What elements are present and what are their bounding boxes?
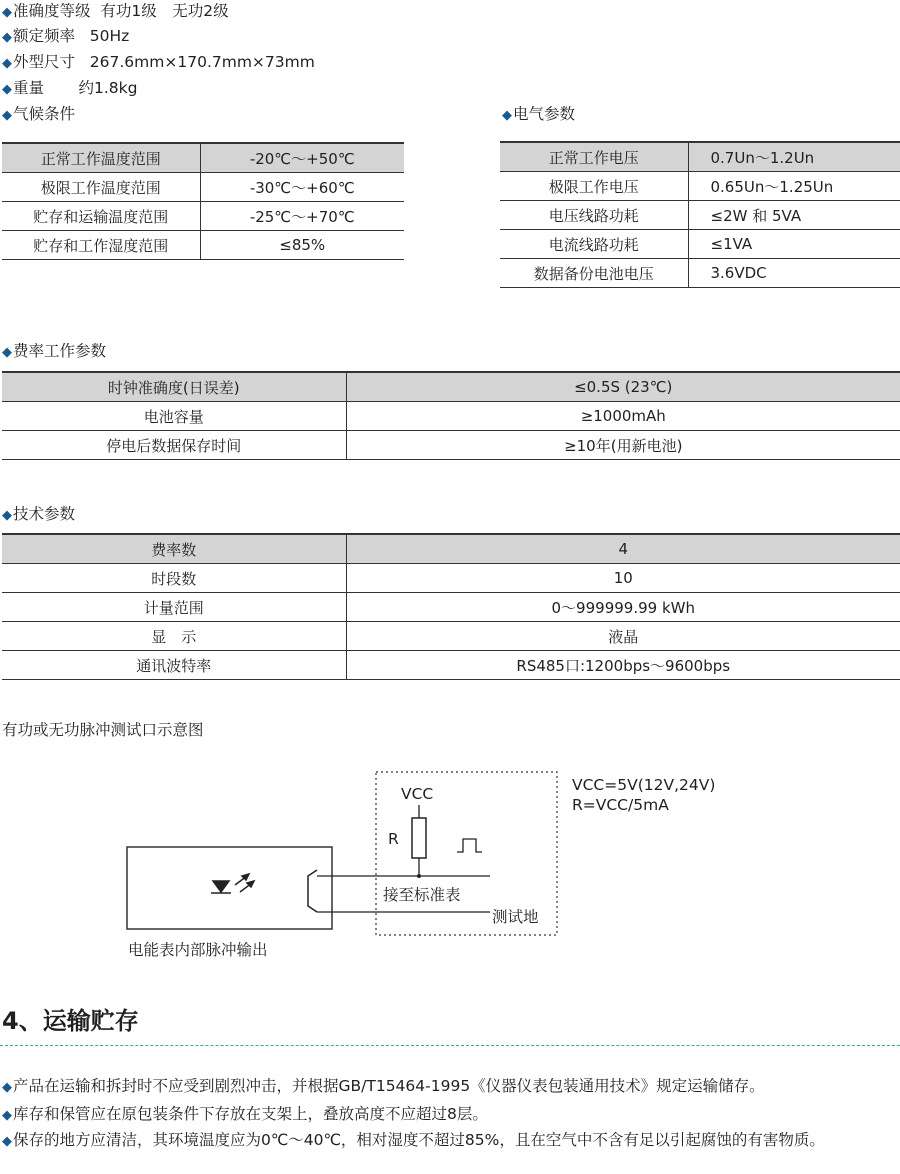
table-row [2, 593, 900, 622]
vcc-label: VCC [401, 785, 434, 803]
spec-label: 准确度等级 [13, 2, 91, 20]
spec-value: 50Hz [89, 27, 130, 45]
diamond-bullet-icon: ◆ [2, 1108, 12, 1123]
diamond-bullet-icon: ◆ [2, 5, 12, 20]
table-cell: 数据备份电池电压 [500, 259, 688, 288]
diamond-bullet-icon: ◆ [2, 56, 12, 71]
table-cell: 3.6VDC [688, 259, 900, 288]
climate-table [2, 142, 404, 260]
table-row [2, 622, 900, 651]
table-row [2, 534, 900, 564]
spec-label: 重量 [13, 79, 45, 97]
table-cell: 0.65Un～1.25Un [688, 172, 900, 201]
ground-label: 测试地 [492, 908, 539, 926]
table-cell: 0.7Un～1.2Un [688, 142, 900, 172]
table-cell: ≥10年(用新电池) [346, 431, 900, 460]
table-cell: 液晶 [346, 622, 900, 651]
vcc-note [572, 775, 715, 815]
table-cell: 正常工作温度范围 [2, 143, 200, 173]
diamond-bullet-icon: ◆ [2, 82, 12, 97]
table-row [2, 651, 900, 680]
table-row [2, 173, 404, 202]
tariff-heading [2, 340, 106, 364]
spec-weight [2, 77, 137, 101]
connect-label: 接至标准表 [383, 886, 461, 904]
table-cell: 电池容量 [2, 402, 346, 431]
list-item [2, 1075, 900, 1099]
meter-internal-box [127, 847, 332, 929]
spec-accuracy [2, 0, 229, 24]
list-item-text: 保存的地方应清洁，其环境温度应为0℃～40℃，相对湿度不超过85%，且在空气中不含有足以引起腐蚀的有害物质。 [13, 1131, 825, 1149]
diamond-bullet-icon: ◆ [2, 1080, 12, 1095]
table-cell: 贮存和运输温度范围 [2, 202, 200, 231]
table-cell: 4 [346, 534, 900, 564]
table-row [2, 202, 404, 231]
junction-dot [417, 874, 421, 878]
table-cell: 计量范围 [2, 593, 346, 622]
list-item-text: 产品在运输和拆封时不应受到剧烈冲击，并根据GB/T15464-1995《仪器仪表包装通用技术》规定运输储存。 [13, 1077, 765, 1095]
spec-value: 267.6mm×170.7mm×73mm [89, 53, 315, 71]
spec-value: 约1.8kg [78, 79, 138, 97]
spec-label: 外型尺寸 [13, 53, 76, 71]
table-cell: ≤2W 和 5VA [688, 201, 900, 230]
spec-value: 有功1级 无功2级 [100, 2, 229, 20]
spec-frequency [2, 25, 129, 49]
table-row [2, 402, 900, 431]
electrical-table [500, 141, 900, 288]
table-cell: ≥1000mAh [346, 402, 900, 431]
table-row [2, 564, 900, 593]
table-cell: 0～999999.99 kWh [346, 593, 900, 622]
tariff-table [2, 371, 900, 460]
table-row [2, 431, 900, 460]
table-cell: 极限工作电压 [500, 172, 688, 201]
spec-dimensions [2, 51, 315, 75]
table-cell: 10 [346, 564, 900, 593]
table-cell: 贮存和工作湿度范围 [2, 231, 200, 260]
table-cell: 电压线路功耗 [500, 201, 688, 230]
table-cell: RS485口:1200bps～9600bps [346, 651, 900, 680]
diamond-bullet-icon: ◆ [2, 108, 12, 123]
list-item [2, 1103, 900, 1127]
table-cell: 时钟准确度(日误差) [2, 372, 346, 402]
spec-label: 额定频率 [13, 27, 76, 45]
tech-title: 技术参数 [13, 505, 76, 523]
table-row [500, 172, 900, 201]
table-cell: 显 示 [2, 622, 346, 651]
table-cell: 极限工作温度范围 [2, 173, 200, 202]
table-cell: ≤0.5S (23℃) [346, 372, 900, 402]
diamond-bullet-icon: ◆ [2, 1134, 12, 1149]
list-item [2, 1129, 900, 1153]
tech-heading [2, 503, 75, 527]
table-cell: -25℃～+70℃ [200, 202, 404, 231]
table-row [2, 372, 900, 402]
table-row [2, 231, 404, 260]
table-cell: ≤1VA [688, 230, 900, 259]
electrical-title: 电气参数 [513, 105, 576, 123]
electrical-heading [502, 103, 575, 127]
table-cell: 时段数 [2, 564, 346, 593]
diamond-bullet-icon: ◆ [2, 508, 12, 523]
table-cell: -30℃～+60℃ [200, 173, 404, 202]
table-cell: 通讯波特率 [2, 651, 346, 680]
table-cell: -20℃～+50℃ [200, 143, 404, 173]
table-cell: 正常工作电压 [500, 142, 688, 172]
list-item-text: 库存和保管应在原包装条件下存放在支架上，叠放高度不应超过8层。 [13, 1105, 488, 1123]
pulse-waveform-icon [457, 839, 482, 852]
resistor-icon [412, 818, 426, 858]
diamond-bullet-icon: ◆ [2, 30, 12, 45]
diamond-bullet-icon: ◆ [2, 345, 12, 360]
table-cell: 电流线路功耗 [500, 230, 688, 259]
diamond-bullet-icon: ◆ [502, 108, 512, 123]
resistor-label: R [388, 830, 399, 848]
led-icon [211, 874, 254, 893]
table-row [2, 143, 404, 173]
tariff-title: 费率工作参数 [13, 342, 107, 360]
table-cell: 停电后数据保存时间 [2, 431, 346, 460]
resistor-note-line: R=VCC/5mA [572, 796, 669, 814]
diagram-title: 有功或无功脉冲测试口示意图 [2, 721, 204, 739]
table-cell: 费率数 [2, 534, 346, 564]
table-row [500, 259, 900, 288]
section-divider [0, 1045, 900, 1046]
phototransistor-icon [308, 870, 317, 912]
table-row [500, 201, 900, 230]
table-row [500, 230, 900, 259]
climate-title: 气候条件 [13, 105, 76, 123]
vcc-note-line1: VCC=5V(12V,24V) [572, 776, 716, 794]
climate-heading [2, 103, 75, 127]
table-cell: ≤85% [200, 231, 404, 260]
table-row [500, 142, 900, 172]
meter-label: 电能表内部脉冲输出 [128, 941, 268, 959]
tech-table [2, 533, 900, 680]
section-4-heading: 4、运输贮存 [2, 1007, 139, 1035]
